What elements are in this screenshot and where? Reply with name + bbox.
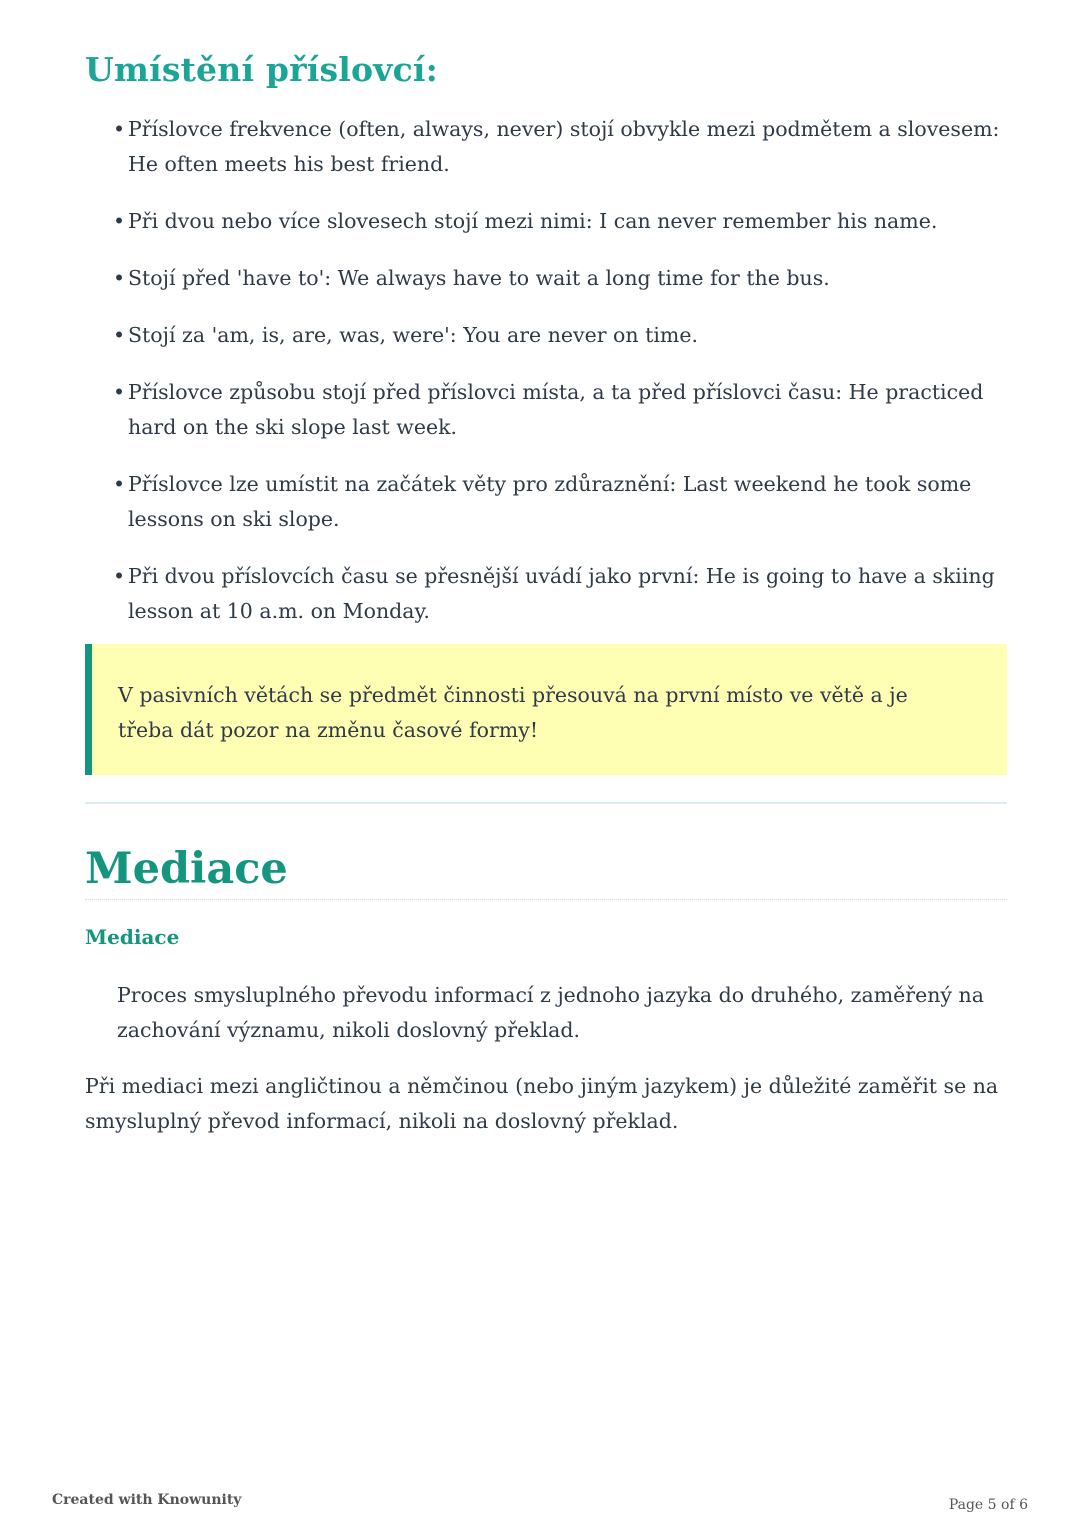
list-item: • Stojí za 'am, is, are, was, were': You are never on time. xyxy=(113,318,1003,353)
adverb-position-list xyxy=(113,112,1003,651)
section-heading: Umístění příslovcí: xyxy=(85,50,438,89)
list-item: • Příslovce frekvence (often, always, never) stojí obvykle mezi podmětem a slovesem: He often meets his best friend. xyxy=(113,112,1003,182)
footer-credit: Created with Knowunity xyxy=(52,1492,242,1508)
list-item: • Stojí před 'have to': We always have to wait a long time for the bus. xyxy=(113,261,1003,296)
note-callout xyxy=(85,644,1007,775)
mediace-subheading: Mediace xyxy=(85,925,180,949)
list-item: • Při dvou příslovcích času se přesnější uvádí jako první: He is going to have a skiing lesson at 10 a.m. on Monday. xyxy=(113,559,1003,629)
list-item: • Příslovce lze umístit na začátek věty pro zdůraznění: Last weekend he took some lessons on ski slope. xyxy=(113,467,1003,537)
mediace-definition: Proces smysluplného převodu informací z jednoho jazyka do druhého, zaměřený na zachování významu, nikoli doslovný překlad. xyxy=(117,983,984,1042)
mediace-paragraph: Při mediaci mezi angličtinou a němčinou (nebo jiným jazykem) je důležité zaměřit se na smysluplný převod informací, nikoli na doslovný překlad. xyxy=(85,1074,999,1133)
page-number: Page 5 of 6 xyxy=(948,1497,1028,1513)
heading-underline xyxy=(85,899,1007,900)
list-item: • Příslovce způsobu stojí před příslovci místa, a ta před příslovci času: He practiced hard on the ski slope last week. xyxy=(113,375,1003,445)
list-item: • Při dvou nebo více slovesech stojí mezi nimi: I can never remember his name. xyxy=(113,204,1003,239)
section-divider xyxy=(85,802,1007,804)
callout-text: V pasivních větách se předmět činnosti přesouvá na první místo ve větě a je třeba dát pozor na změnu časové formy! xyxy=(118,683,908,742)
mediace-heading: Mediace xyxy=(85,844,288,894)
